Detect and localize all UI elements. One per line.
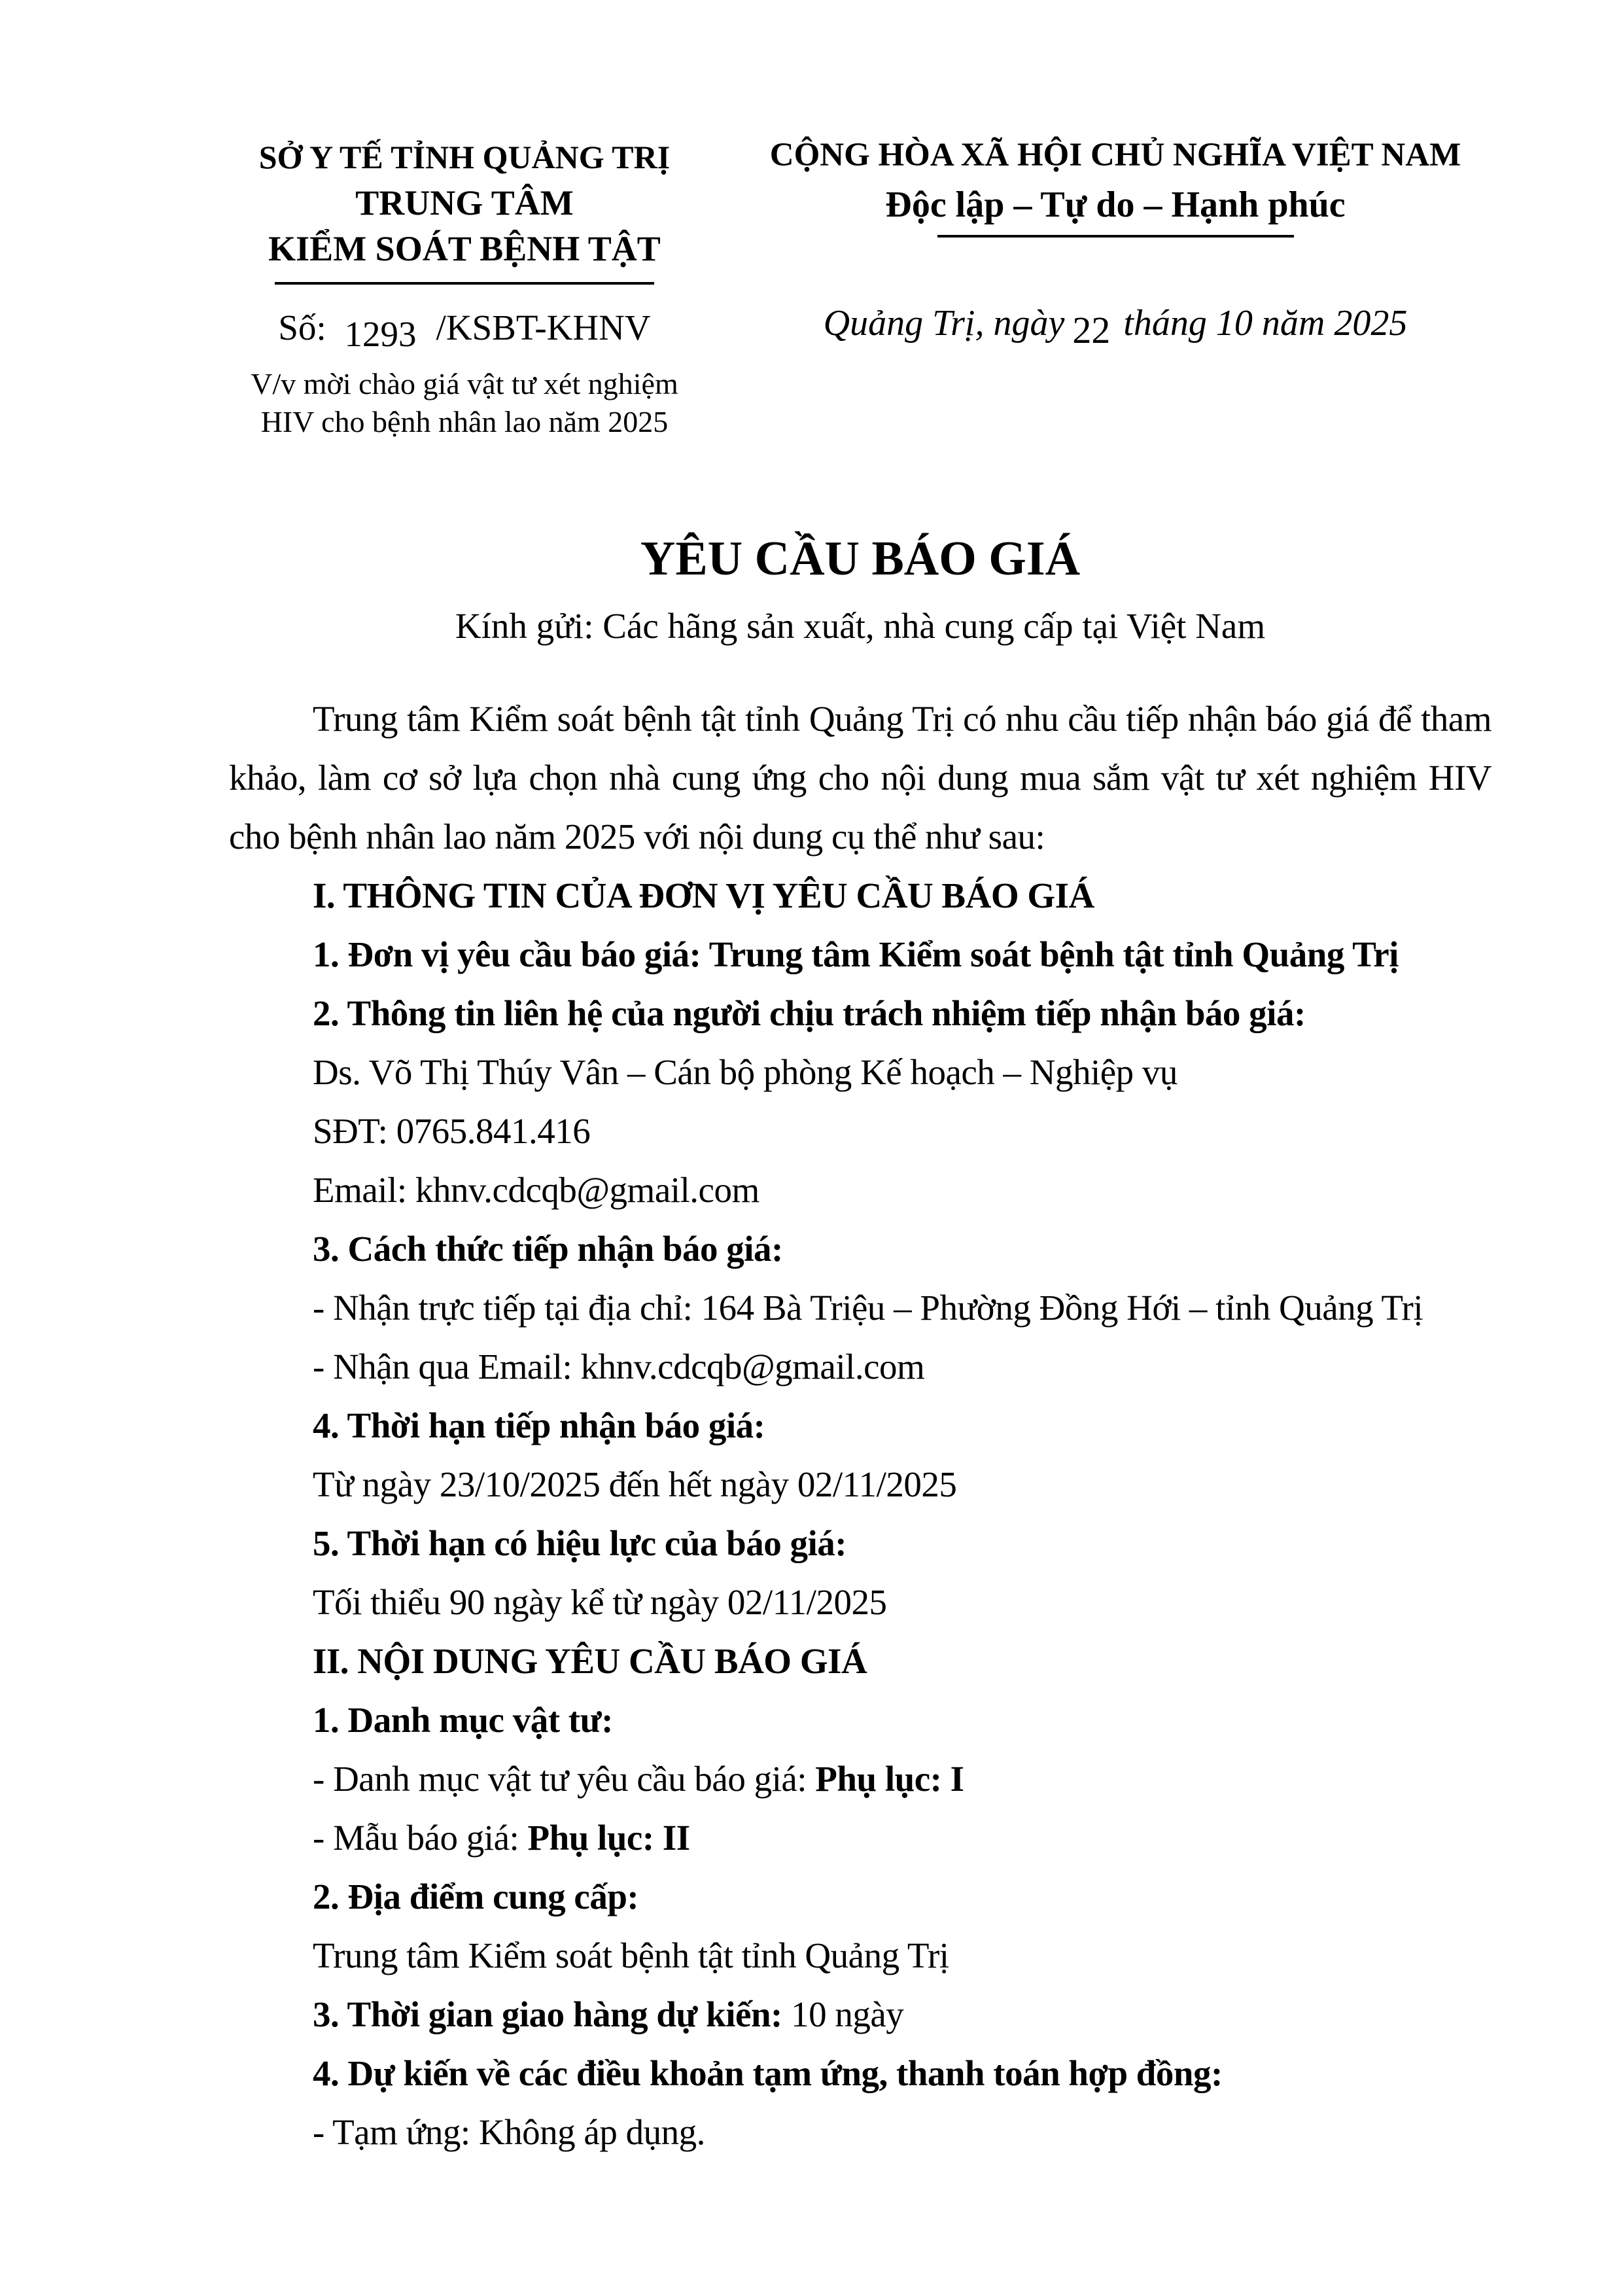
intro-paragraph: Trung tâm Kiểm soát bệnh tật tỉnh Quảng Trị có nhu cầu tiếp nhận báo giá để tham khảo, làm cơ sở lựa chọn nhà cung ứng cho nội dung mua sắm vật tư xét nghiệm HIV cho bệnh nhân lao năm 2025 với nội dung cụ thể như sau: bbox=[229, 699, 1492, 857]
contact-name: Ds. Võ Thị Thúy Vân – Cán bộ phòng Kế hoạch – Nghiệp vụ bbox=[313, 1052, 1178, 1092]
section2-item1-line1 bbox=[229, 1750, 1492, 1809]
issuer-block bbox=[229, 134, 700, 441]
dateline-prefix: Quảng Trị, ngày bbox=[823, 303, 1065, 344]
doc-number-suffix: /KSBT-KHNV bbox=[436, 308, 651, 347]
section1-item5-line1: Tối thiểu 90 ngày kể từ ngày 02/11/2025 bbox=[313, 1582, 887, 1622]
issuer-parent-org: SỞ Y TẾ TỈNH QUẢNG TRỊ bbox=[258, 139, 671, 175]
section1-heading: I. THÔNG TIN CỦA ĐƠN VỊ YÊU CẦU BÁO GIÁ bbox=[313, 875, 1094, 915]
doc-subject-line2: HIV cho bệnh nhân lao năm 2025 bbox=[260, 405, 669, 438]
dateline-day: 22 bbox=[1072, 309, 1111, 351]
dateline-suffix: tháng 10 năm 2025 bbox=[1123, 303, 1408, 344]
issuer-org-line1: TRUNG TÂM bbox=[355, 183, 574, 222]
section2-item1-line2-text: - Mẫu báo giá: bbox=[313, 1818, 528, 1858]
document-header bbox=[229, 134, 1492, 441]
section2-item3-line bbox=[229, 1985, 1492, 2044]
doc-number-label: Số: bbox=[278, 308, 336, 347]
document-body bbox=[229, 690, 1492, 2162]
issuer-underline bbox=[275, 282, 654, 285]
section1-item3-line1: - Nhận trực tiếp tại địa chỉ: 164 Bà Triệu – Phường Đồng Hới – tỉnh Quảng Trị bbox=[313, 1288, 1423, 1328]
dateline bbox=[739, 300, 1492, 351]
section1-item5-heading: 5. Thời hạn có hiệu lực của báo giá: bbox=[313, 1523, 847, 1563]
national-name: CỘNG HÒA XÃ HỘI CHỦ NGHĨA VIỆT NAM bbox=[769, 137, 1461, 173]
section1-item2-heading: 2. Thông tin liên hệ của người chịu trách nhiệm tiếp nhận báo giá: bbox=[313, 993, 1306, 1033]
section2-heading: II. NỘI DUNG YÊU CẦU BÁO GIÁ bbox=[313, 1641, 867, 1681]
national-motto: Độc lập – Tự do – Hạnh phúc bbox=[885, 185, 1346, 225]
section2-item3-label: 3. Thời gian giao hàng dự kiến: bbox=[313, 1994, 792, 2034]
section1-item1: 1. Đơn vị yêu cầu báo giá: Trung tâm Kiểm soát bệnh tật tỉnh Quảng Trị bbox=[313, 934, 1399, 974]
national-header-block bbox=[739, 134, 1492, 351]
section1-item4-heading: 4. Thời hạn tiếp nhận báo giá: bbox=[313, 1405, 765, 1445]
contact-phone: SĐT: 0765.841.416 bbox=[313, 1111, 591, 1151]
motto-underline bbox=[937, 235, 1294, 238]
section1-item3-heading: 3. Cách thức tiếp nhận báo giá: bbox=[313, 1229, 783, 1269]
section1-item4-line1: Từ ngày 23/10/2025 đến hết ngày 02/11/2025 bbox=[313, 1464, 957, 1504]
contact-email: Email: khnv.cdcqb@gmail.com bbox=[313, 1170, 759, 1210]
section2-item1-line2-appendix: Phụ lục: II bbox=[527, 1818, 690, 1858]
section2-item2-heading: 2. Địa điểm cung cấp: bbox=[313, 1877, 639, 1916]
section2-item4-line1: - Tạm ứng: Không áp dụng. bbox=[313, 2112, 705, 2152]
issuer-org-line2: KIỂM SOÁT BỆNH TẬT bbox=[268, 229, 661, 268]
section2-item3-value: 10 ngày bbox=[791, 1994, 904, 2034]
section2-item1-line1-appendix: Phụ lục: I bbox=[815, 1759, 964, 1799]
doc-number-value: 1293 bbox=[344, 314, 417, 354]
section2-item2-line1: Trung tâm Kiểm soát bệnh tật tỉnh Quảng Trị bbox=[313, 1935, 949, 1975]
section2-item1-heading: 1. Danh mục vật tư: bbox=[313, 1700, 613, 1740]
section1-item3-line2: - Nhận qua Email: khnv.cdcqb@gmail.com bbox=[313, 1347, 925, 1386]
section2-item1-line2 bbox=[229, 1809, 1492, 1867]
salutation: Kính gửi: Các hãng sản xuất, nhà cung cấp tại Việt Nam bbox=[455, 606, 1266, 646]
section2-item1-line1-text: - Danh mục vật tư yêu cầu báo giá: bbox=[313, 1759, 816, 1799]
doc-title: YÊU CẦU BÁO GIÁ bbox=[640, 532, 1081, 586]
doc-subject-line1: V/v mời chào giá vật tư xét nghiệm bbox=[251, 367, 678, 400]
section2-item4-heading: 4. Dự kiến về các điều khoản tạm ứng, thanh toán hợp đồng: bbox=[313, 2053, 1223, 2093]
doc-number-line bbox=[229, 307, 700, 354]
